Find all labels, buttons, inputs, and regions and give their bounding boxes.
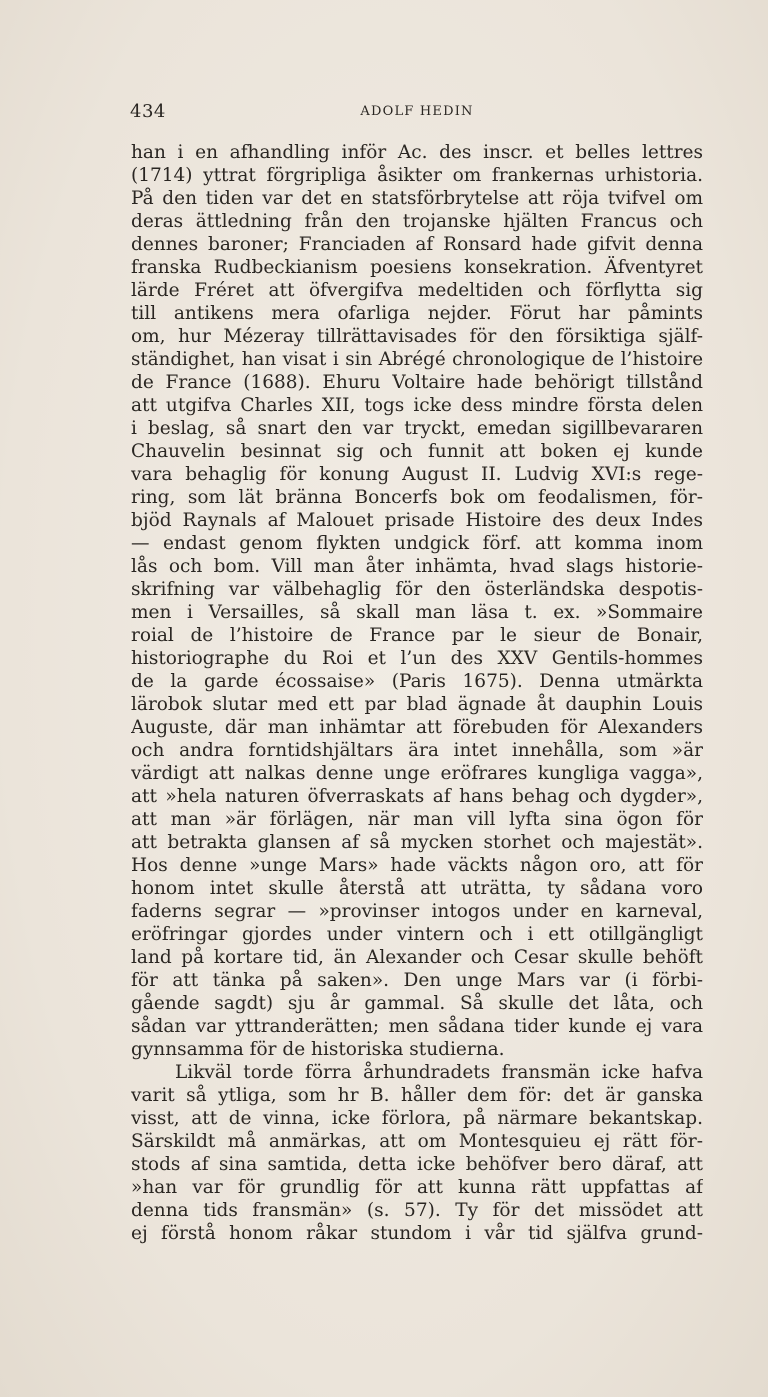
text-line: På den tiden var det en statsförbrytelse att röja tvifvel om: [131, 188, 703, 209]
text-line: lärde Fréret att öfvergifva medeltiden och förflytta sig: [131, 280, 703, 301]
text-line: lärobok slutar med ett par blad ägnade åt dauphin Louis: [131, 694, 703, 715]
text-line: Auguste, där man inhämtar att förebuden för Alexanders: [131, 717, 703, 738]
text-line: eröfringar gjordes under vintern och i ett otillgängligt: [131, 924, 703, 945]
text-line: denna tids fransmän» (s. 57). Ty för det missödet att: [131, 1200, 703, 1221]
text-line: visst, att de vinna, icke förlora, på närmare bekantskap.: [131, 1108, 703, 1129]
text-line: Chauvelin besinnat sig och funnit att boken ej kunde: [131, 441, 703, 462]
text-line: — endast genom flykten undgick förf. att komma inom: [131, 533, 703, 554]
text-line: skrifning var välbehaglig för den österländska despotis-: [131, 579, 703, 600]
text-line: de France (1688). Ehuru Voltaire hade behörigt tillstånd: [131, 372, 703, 393]
text-line: de la garde écossaise» (Paris 1675). Denna utmärkta: [131, 671, 703, 692]
text-line: gående sagdt) sju år gammal. Så skulle det låta, och: [131, 993, 703, 1014]
text-line: i beslag, så snart den var tryckt, emedan sigillbevararen: [131, 418, 703, 439]
paragraph-end-line: gynnsamma för de historiska studierna.: [131, 1039, 505, 1060]
text-line: till antikens mera ofarliga nejder. Förut har påmints: [131, 303, 703, 324]
page-number: 434: [130, 101, 166, 122]
text-line: att man »är förlägen, när man vill lyfta sina ögon för: [131, 809, 703, 830]
text-line: honom intet skulle återstå att uträtta, ty sådana voro: [131, 878, 703, 899]
text-line: ej förstå honom råkar stundom i vår tid själfva grund-: [131, 1223, 703, 1244]
text-line: och andra forntidshjältars ära intet innehålla, som »är: [131, 740, 703, 761]
paragraph-start-line: Likväl torde förra århundradets fransmän icke hafva: [175, 1062, 703, 1083]
body-text: [131, 141, 703, 1245]
text-line: historiographe du Roi et l’un des XXV Gentils-hommes: [131, 648, 703, 669]
text-line: faderns segrar — »provinser intogos under en karneval,: [131, 901, 703, 922]
text-line: bjöd Raynals af Malouet prisade Histoire des deux Indes: [131, 510, 703, 531]
text-line: vara behaglig för konung August II. Ludvig XVI:s rege-: [131, 464, 703, 485]
text-line: han i en afhandling inför Ac. des inscr. et belles lettres: [131, 142, 703, 163]
text-line: ständighet, han visat i sin Abrégé chronologique de l’histoire: [131, 349, 703, 370]
text-line: stods af sina samtida, detta icke behöfver bero däraf, att: [131, 1154, 703, 1175]
text-line: att »hela naturen öfverraskats af hans behag och dygder»,: [131, 786, 703, 807]
text-line: för att tänka på saken». Den unge Mars var (i förbi-: [131, 970, 703, 991]
text-line: land på kortare tid, än Alexander och Cesar skulle behöft: [131, 947, 703, 968]
text-line: franska Rudbeckianism poesiens konsekration. Äfventyret: [131, 257, 703, 278]
text-line: dennes baroner; Franciaden af Ronsard hade gifvit denna: [131, 234, 703, 255]
text-line: att utgifva Charles XII, togs icke dess mindre första delen: [131, 395, 703, 416]
page-header: [130, 101, 704, 123]
text-line: varit så ytliga, som hr B. håller dem för: det är ganska: [131, 1085, 703, 1106]
text-line: (1714) yttrat förgripliga åsikter om frankernas urhistoria.: [131, 165, 703, 186]
text-line: Särskildt må anmärkas, att om Montesquieu ej rätt för-: [131, 1131, 703, 1152]
text-line: men i Versailles, så skall man läsa t. ex. »Sommaire: [131, 602, 703, 623]
text-line: deras ättledning från den trojanske hjälten Francus och: [131, 211, 703, 232]
text-line: sådan var yttranderätten; men sådana tider kunde ej vara: [131, 1016, 703, 1037]
text-line: att betrakta glansen af så mycken storhet och majestät».: [131, 832, 703, 853]
text-line: roial de l’histoire de France par le sieur de Bonair,: [131, 625, 703, 646]
text-line: värdigt att nalkas denne unge eröfrares kungliga vagga»,: [131, 763, 703, 784]
running-head: ADOLF HEDIN: [360, 104, 474, 119]
text-line: lås och bom. Vill man åter inhämta, hvad slags historie-: [131, 556, 703, 577]
text-line: Hos denne »unge Mars» hade väckts någon oro, att för: [131, 855, 703, 876]
text-line: »han var för grundlig för att kunna rätt uppfattas af: [131, 1177, 703, 1198]
text-line: om, hur Mézeray tillrättavisades för den försiktiga själf-: [131, 326, 703, 347]
text-line: ring, som lät bränna Boncerfs bok om feodalismen, för-: [131, 487, 703, 508]
